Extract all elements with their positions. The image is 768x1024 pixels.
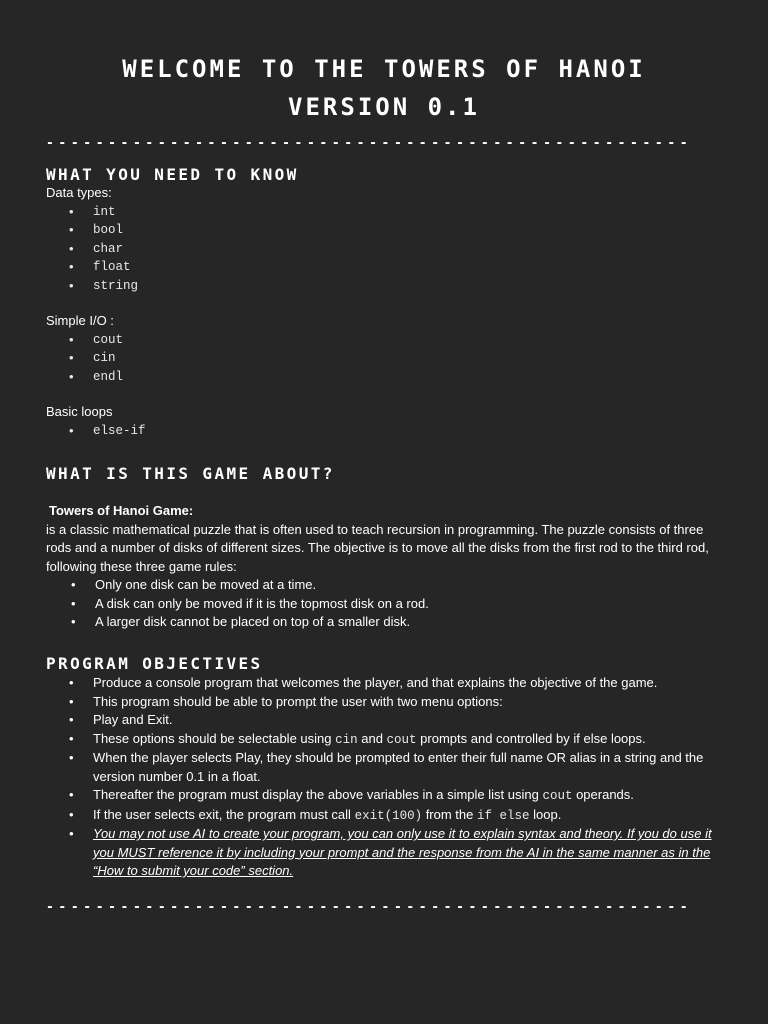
code-run: cin: [335, 732, 358, 747]
need-to-know-heading: WHAT YOU NEED TO KNOW: [46, 165, 299, 184]
ai-policy-item: • You may not use AI to create your program, you can only use it to explain syntax and theory. If you do use it you MUST reference it by including your prompt and the response from the AI in the same manner as in the “How to submit your code” section.: [46, 825, 726, 881]
about-heading: WHAT IS THIS GAME ABOUT?: [46, 464, 335, 483]
objectives-section: [46, 674, 726, 881]
text-run: operands.: [572, 787, 634, 802]
data-types-label: Data types:: [46, 185, 112, 200]
code-run: exit(100): [354, 808, 423, 823]
text-run: and: [357, 730, 387, 746]
list-item: • cin: [46, 349, 726, 368]
list-item: • A disk can only be moved if it is the topmost disk on a rod.: [46, 595, 726, 614]
list-item: • char: [46, 240, 726, 259]
list-item: • bool: [46, 221, 726, 240]
io-label: Simple I/O :: [46, 313, 114, 328]
page-title: WELCOME TO THE TOWERS OF HANOI: [122, 55, 646, 83]
bottom-divider: ----------------------------------------------------: [46, 900, 693, 915]
text-run: from the: [422, 806, 477, 822]
about-description: is a classic mathematical puzzle that is often used to teach recursion in programming. The puzzle consists of three rods and a number of disks of different sizes. The objective is to move all the disks from the first rod to the third rod, following these three game rules:: [46, 521, 709, 574]
loops-label: Basic loops: [46, 404, 113, 419]
text-run: If the user selects exit, the program must call: [93, 806, 355, 822]
list-item: • Produce a console program that welcomes the player, and that explains the objective of the game.: [46, 674, 726, 693]
version-title: VERSION 0.1: [288, 93, 480, 121]
list-item: • endl: [46, 368, 726, 387]
list-item: • string: [46, 277, 726, 296]
text-run: These options should be selectable using: [93, 730, 336, 746]
list-item: • Play and Exit.: [46, 711, 726, 730]
code-run: if else: [477, 808, 530, 823]
list-item: [46, 786, 726, 806]
list-item: [46, 806, 726, 826]
top-divider: ----------------------------------------------------: [46, 136, 693, 151]
code-run: cout: [542, 789, 573, 803]
list-item: • float: [46, 258, 726, 277]
list-item: • A larger disk cannot be placed on top of a smaller disk.: [46, 613, 726, 632]
list-item: • else-if: [46, 422, 726, 441]
text-run: loop.: [529, 806, 562, 822]
loops-list: [46, 422, 726, 441]
list-item: • cout: [46, 331, 726, 350]
list-item: • int: [46, 203, 726, 222]
text-run: Thereafter the program must display the above variables in a simple list using: [93, 787, 543, 802]
data-types-list: [46, 203, 726, 296]
text-run: prompts and controlled by if else loops.: [416, 730, 646, 746]
need-to-know-section: [46, 184, 726, 440]
objectives-heading: PROGRAM OBJECTIVES: [46, 654, 263, 673]
list-item: [46, 730, 726, 750]
about-subtitle: Towers of Hanoi Game:: [49, 503, 194, 518]
rules-list: [46, 576, 726, 632]
list-item: • When the player selects Play, they should be prompted to enter their full name OR alias in a string and the version number 0.1 in a float.: [46, 749, 726, 786]
code-run: cout: [386, 732, 417, 747]
list-item: • This program should be able to prompt the user with two menu options:: [46, 693, 726, 712]
objectives-list: [46, 674, 726, 881]
about-section: [46, 502, 726, 632]
io-list: [46, 331, 726, 387]
list-item: • Only one disk can be moved at a time.: [46, 576, 726, 595]
